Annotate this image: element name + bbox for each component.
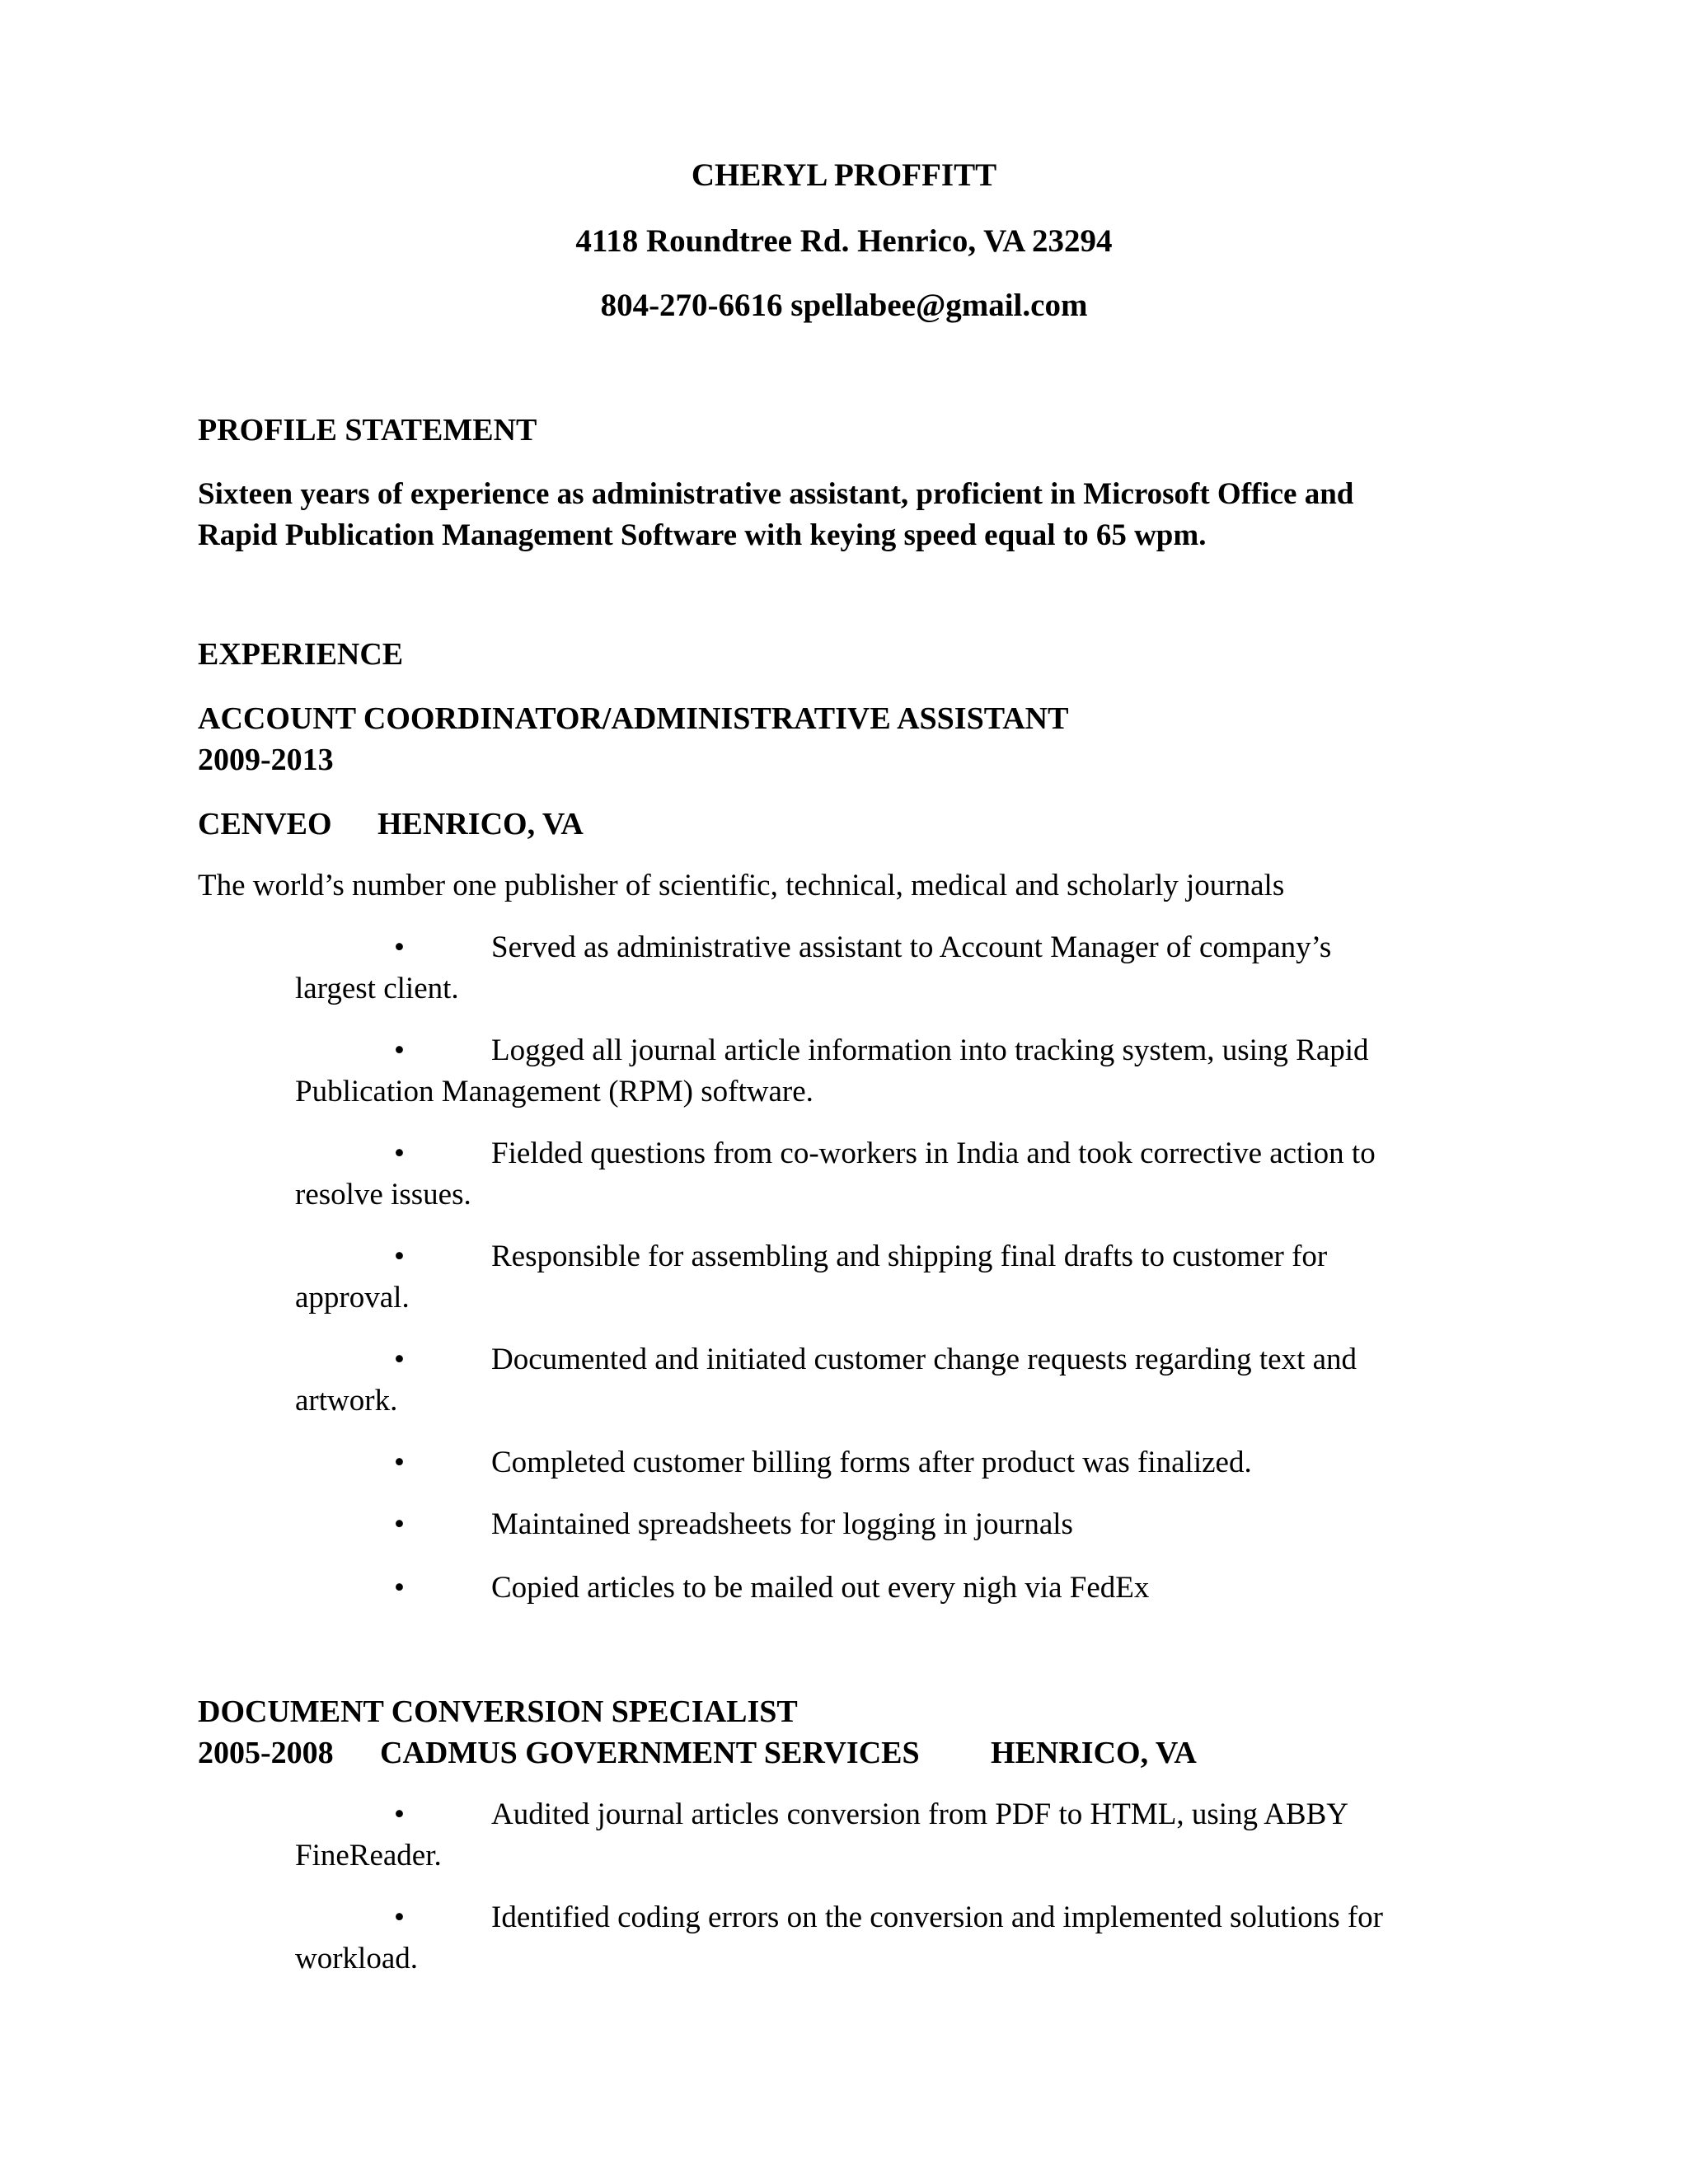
bullet-icon: • xyxy=(394,1033,405,1067)
job-location: HENRICO, VA xyxy=(991,1736,1197,1770)
bullet-text: Completed customer billing forms after product was finalized. xyxy=(491,1446,1252,1479)
bullet-icon: • xyxy=(394,1343,405,1376)
bullet-text: Copied articles to be mailed out every nigh via FedEx xyxy=(491,1571,1150,1605)
candidate-name: CHERYL PROFFITT xyxy=(691,157,997,193)
bullet-text: Responsible for assembling and shipping final drafts to customer for xyxy=(491,1240,1328,1273)
bullet-text: Fielded questions from co-workers in India and took corrective action to xyxy=(491,1137,1376,1170)
job-company: CADMUS GOVERNMENT SERVICES xyxy=(380,1736,920,1770)
bullet-icon: • xyxy=(394,930,405,964)
bullet-text: Maintained spreadsheets for logging in journals xyxy=(491,1507,1073,1541)
job-title: ACCOUNT COORDINATOR/ADMINISTRATIVE ASSISTANT xyxy=(198,701,1069,736)
bullet-icon: • xyxy=(394,1240,405,1273)
profile-line-2: Rapid Publication Management Software with keying speed equal to 65 wpm. xyxy=(198,518,1207,552)
bullet-text: Logged all journal article information into tracking system, using Rapid xyxy=(491,1033,1369,1067)
bullet-text-continued: artwork. xyxy=(295,1384,398,1418)
bullet-text-continued: FineReader. xyxy=(295,1839,442,1872)
bullet-icon: • xyxy=(394,1571,405,1605)
job-years: 2009-2013 xyxy=(198,743,334,777)
job-location: HENRICO, VA xyxy=(377,807,584,841)
bullet-icon: • xyxy=(394,1446,405,1479)
candidate-contact: 804-270-6616 spellabee@gmail.com xyxy=(600,288,1088,323)
job-title: DOCUMENT CONVERSION SPECIALIST xyxy=(198,1694,798,1729)
bullet-text-continued: Publication Management (RPM) software. xyxy=(295,1075,814,1108)
job-company: CENVEO xyxy=(198,807,332,841)
bullet-icon: • xyxy=(394,1137,405,1170)
bullet-icon: • xyxy=(394,1900,405,1934)
bullet-text-continued: approval. xyxy=(295,1281,410,1315)
bullet-text-continued: largest client. xyxy=(295,972,459,1005)
bullet-text: Identified coding errors on the conversion and implemented solutions for xyxy=(491,1900,1383,1934)
profile-heading: PROFILE STATEMENT xyxy=(198,413,537,448)
profile-line-1: Sixteen years of experience as administrative assistant, proficient in Microsoft Office and xyxy=(198,477,1354,511)
bullet-icon: • xyxy=(394,1797,405,1831)
job-years: 2005-2008 xyxy=(198,1736,334,1770)
bullet-text: Audited journal articles conversion from PDF to HTML, using ABBY xyxy=(491,1797,1349,1831)
experience-heading: EXPERIENCE xyxy=(198,637,404,672)
bullet-text-continued: workload. xyxy=(295,1942,418,1975)
bullet-text: Documented and initiated customer change requests regarding text and xyxy=(491,1343,1357,1376)
company-description: The world’s number one publisher of scientific, technical, medical and scholarly journals xyxy=(198,869,1285,902)
candidate-address: 4118 Roundtree Rd. Henrico, VA 23294 xyxy=(575,223,1113,259)
bullet-text-continued: resolve issues. xyxy=(295,1178,471,1212)
bullet-icon: • xyxy=(394,1507,405,1541)
bullet-text: Served as administrative assistant to Account Manager of company’s xyxy=(491,930,1332,964)
